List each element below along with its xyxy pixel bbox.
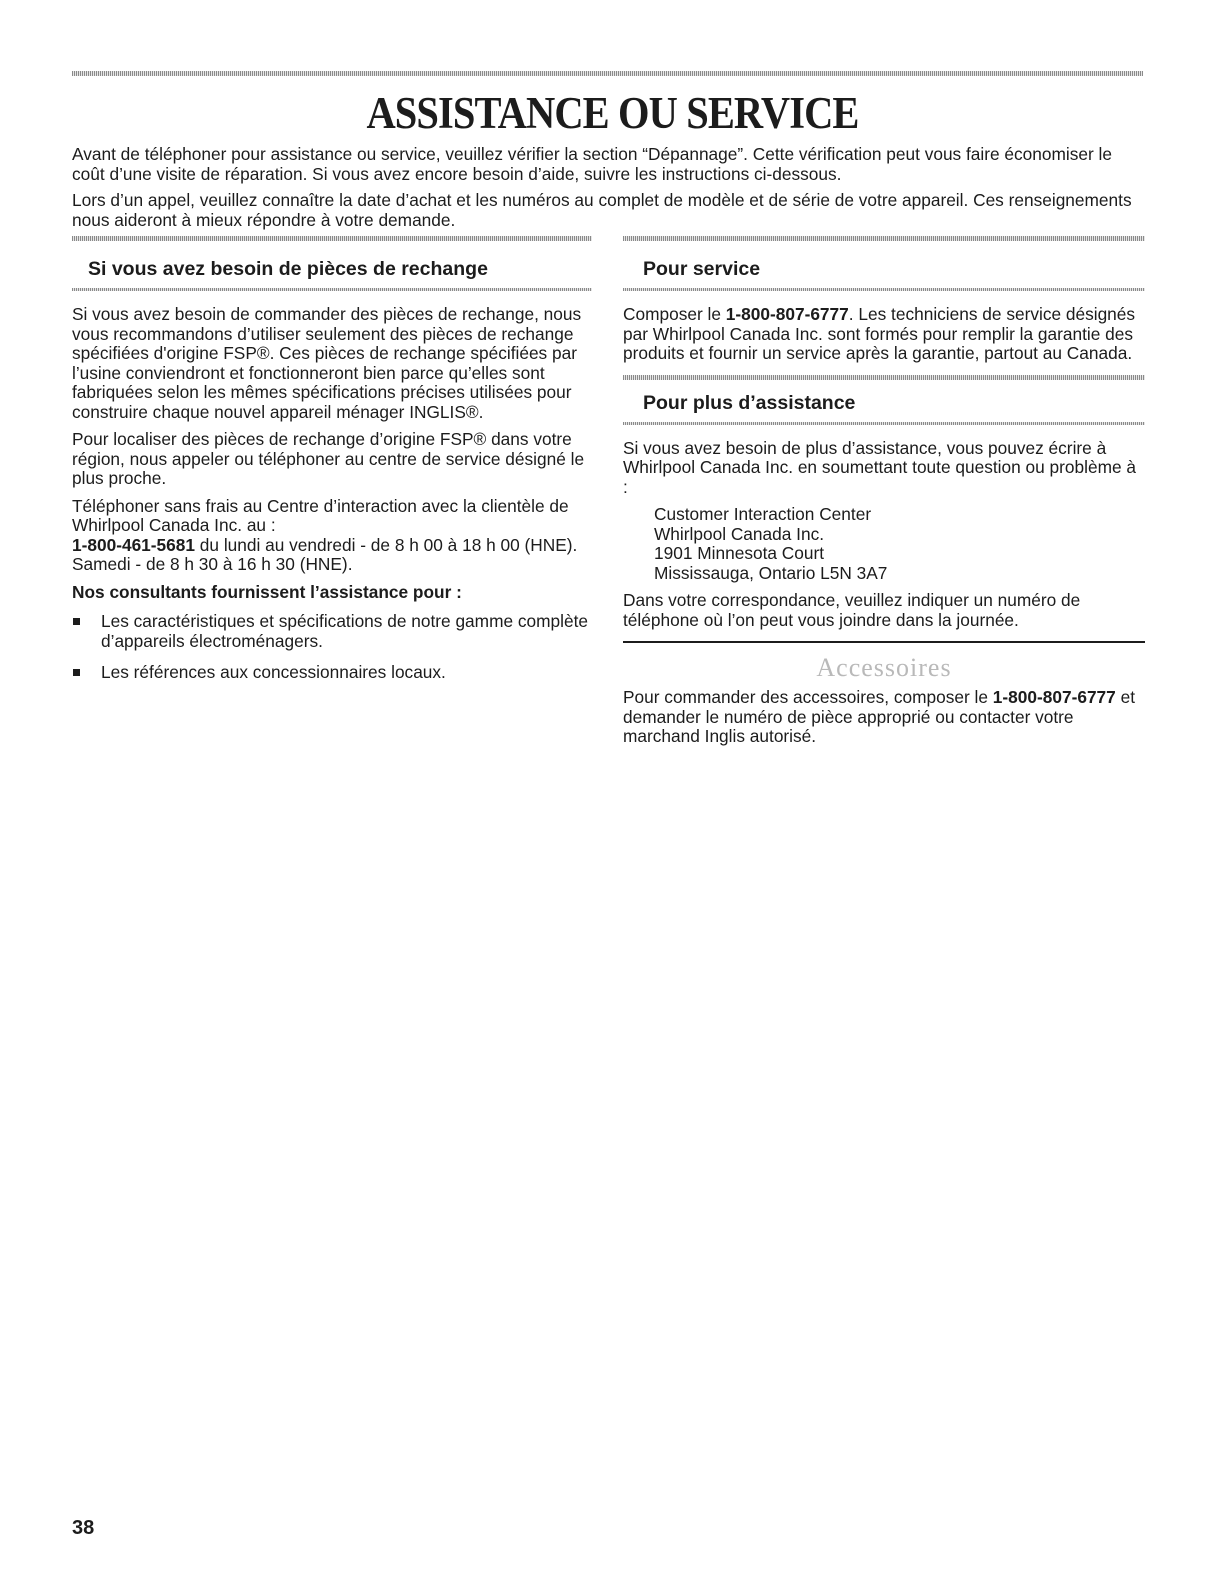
section-rule-bottom [623, 422, 1145, 425]
bullet-square-icon [73, 669, 80, 676]
section-rule-bottom [72, 288, 592, 291]
accessories-divider [623, 641, 1145, 643]
list-item-text: Les caractéristiques et spécifications de notre gamme complète d’appareils électroménagers. [101, 611, 588, 651]
service-text-post: . Les techniciens de service désignés par Whirlpool Canada Inc. sont formés pour remplir la garantie des produits et fournir un service après la garantie, partout au Canada. [623, 304, 1136, 363]
service-phone-number: 1-800-807-6777 [725, 304, 849, 324]
consultants-list [72, 612, 592, 683]
address-line: 1901 Minnesota Court [654, 543, 825, 563]
accessories-paragraph [623, 688, 1145, 747]
more-assistance-paragraph: Si vous avez besoin de plus d’assistance, vous pouvez écrire à Whirlpool Canada Inc. en soumettant toute question ou problème à : [623, 437, 1136, 497]
correspondence-paragraph: Dans votre correspondance, veuillez indiquer un numéro de téléphone où l’on peut vous joindre dans la journée. [623, 590, 1081, 630]
accessories-heading: Accessoires [816, 653, 952, 682]
intro-paragraph-2: Lors d’un appel, veuillez connaître la date d’achat et les numéros au complet de modèle et de série de votre appareil. Ces renseignements nous aideront à mieux répondre à votre demande. [72, 190, 1132, 230]
parts-paragraph-2: Pour localiser des pièces de rechange d’origine FSP® dans votre région, nous appeler ou téléphoner au centre de service désigné le plus proche. [72, 429, 585, 488]
section-rule-bottom [623, 288, 1145, 291]
mailing-address [654, 505, 1145, 583]
list-item [72, 612, 592, 651]
parts-heading: Si vous avez besoin de pièces de rechange [88, 258, 488, 280]
right-column [623, 236, 1145, 747]
left-column [72, 236, 592, 683]
service-paragraph [623, 305, 1145, 364]
page-number: 38 [72, 1517, 95, 1539]
bullet-square-icon [73, 618, 80, 625]
address-line: Whirlpool Canada Inc. [654, 523, 825, 544]
list-item [72, 663, 592, 683]
parts-hours: du lundi au vendredi - de 8 h 00 à 18 h 00 (HNE). Samedi - de 8 h 30 à 16 h 30 (HNE). [72, 534, 578, 574]
parts-paragraph-3: Téléphoner sans frais au Centre d’interaction avec la clientèle de Whirlpool Canada Inc. au : [72, 495, 569, 535]
service-text-pre: Composer le [623, 304, 726, 324]
address-line: Mississauga, Ontario L5N 3A7 [654, 562, 888, 583]
service-heading: Pour service [643, 258, 761, 280]
intro-section [72, 145, 1147, 230]
section-rule-top [623, 236, 1145, 241]
parts-phone-number: 1-800-461-5681 [72, 534, 195, 555]
accessories-text-pre: Pour commander des accessoires, composer le [623, 687, 993, 707]
parts-paragraph-1: Si vous avez besoin de commander des pièces de rechange, nous vous recommandons d’utiliser seulement des pièces de rechange spécifiées d'origine FSP®. Ces pièces de rechange spécifiées par l’usine conviendront et fonctionneront bien parce qu’elles sont fabriquées selon les mêmes spécifications précises utilisées pour construire chaque nouvel appareil ménager INGLIS®. [72, 304, 582, 422]
list-item-text: Les références aux concessionnaires locaux. [101, 662, 446, 682]
parts-phone-hours [72, 536, 592, 575]
section-rule-top [72, 236, 592, 241]
intro-paragraph-1: Avant de téléphoner pour assistance ou service, veuillez vérifier la section “Dépannage”. Cette vérification peut vous faire économiser le coût d’une visite de réparation. Si vous avez encore besoin d’aide, suivre les instructions ci-dessous. [72, 144, 1112, 184]
top-hatched-rule [72, 71, 1143, 76]
accessories-text-post: et demander le numéro de pièce approprié ou contacter votre marchand Inglis autorisé. [623, 687, 1136, 746]
consultants-heading: Nos consultants fournissent l’assistance pour : [72, 581, 462, 602]
accessories-phone-number: 1-800-807-6777 [992, 687, 1116, 707]
more-assistance-heading: Pour plus d’assistance [643, 391, 856, 414]
section-rule-top [623, 375, 1145, 380]
page-title: ASSISTANCE OU SERVICE [366, 88, 859, 138]
address-line: Customer Interaction Center [654, 504, 872, 524]
